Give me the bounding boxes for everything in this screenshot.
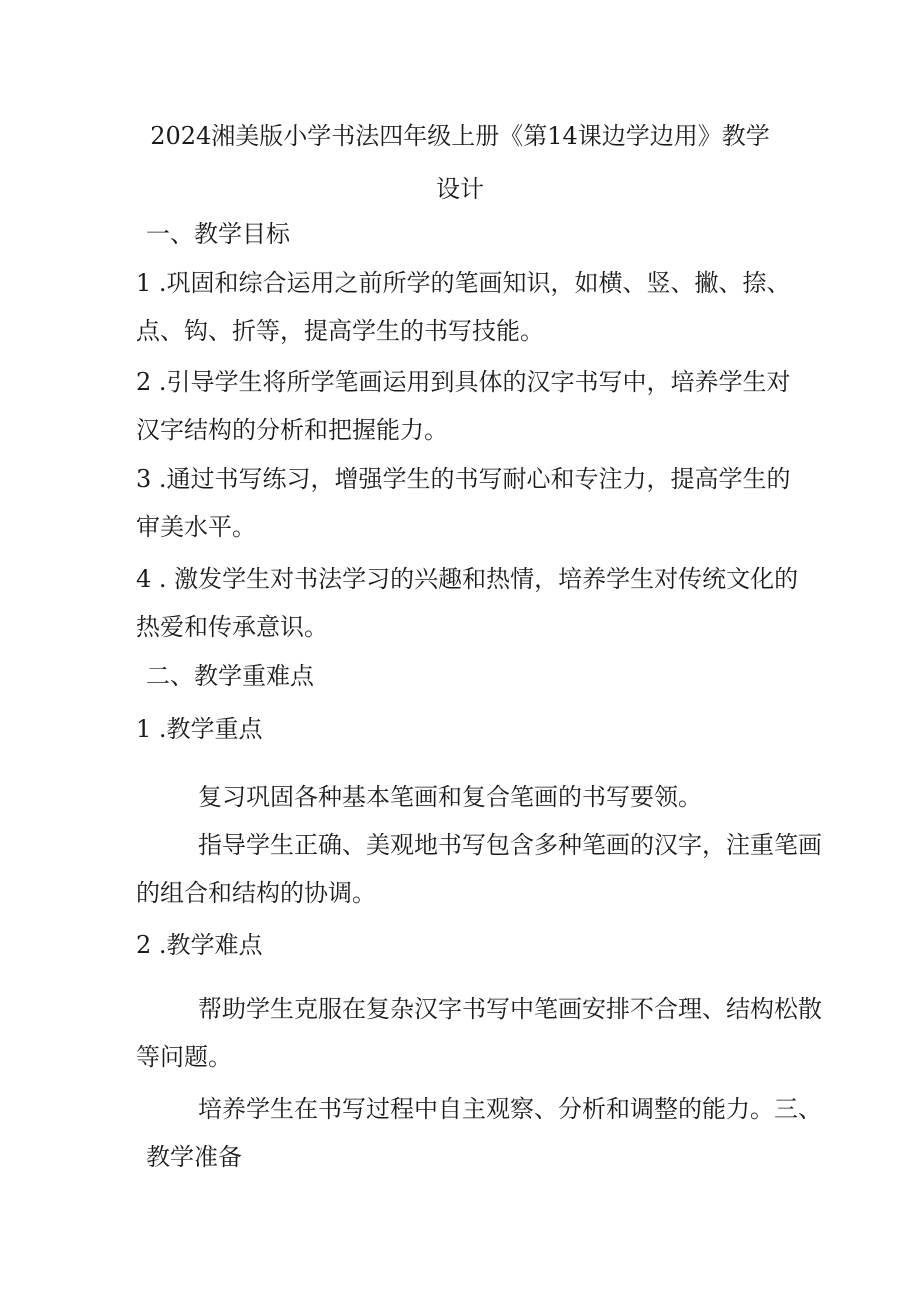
- goal-1-line-1: 1 .巩固和综合运用之前所学的笔画知识，如横、竖、撇、捺、: [136, 269, 791, 297]
- goal-3-line-2: 审美水平。: [136, 513, 256, 541]
- goal-4-line-2: 热爱和传承意识。: [136, 613, 328, 641]
- goal-2-line-1: 2 .引导学生将所学笔画运用到具体的汉字书写中，培养学生对: [136, 368, 791, 396]
- difficult-points-heading: 2 .教学难点: [136, 931, 263, 959]
- difficult-points-paragraph-2-line-2: 教学准备: [146, 1143, 242, 1171]
- difficult-points-paragraph-1-line-2: 等问题。: [136, 1043, 232, 1071]
- key-points-paragraph-2-line-1: 指导学生正确、美观地书写包含多种笔画的汉字，注重笔画: [198, 831, 822, 859]
- goal-1-line-2: 点、钩、折等，提高学生的书写技能。: [136, 317, 544, 345]
- goal-4-line-1: 4 . 激发学生对书法学习的兴趣和热情，培养学生对传统文化的: [136, 565, 799, 593]
- difficult-points-paragraph-2-line-1: 培养学生在书写过程中自主观察、分析和调整的能力。三、: [198, 1095, 822, 1123]
- key-points-paragraph-1: 复习巩固各种基本笔画和复合笔画的书写要领。: [198, 783, 702, 811]
- document-title-line-1: 2024湘美版小学书法四年级上册《第14课边学边用》教学: [150, 122, 770, 150]
- section-heading-key-difficult: 二、教学重难点: [146, 662, 314, 690]
- document-title-line-2: 设计: [436, 175, 484, 203]
- key-points-heading: 1 .教学重点: [136, 715, 263, 743]
- section-heading-goals: 一、教学目标: [146, 220, 290, 248]
- key-points-paragraph-2-line-2: 的组合和结构的协调。: [136, 879, 376, 907]
- goal-2-line-2: 汉字结构的分析和把握能力。: [136, 416, 448, 444]
- goal-3-line-1: 3 .通过书写练习，增强学生的书写耐心和专注力，提高学生的: [136, 465, 791, 493]
- difficult-points-paragraph-1-line-1: 帮助学生克服在复杂汉字书写中笔画安排不合理、结构松散: [198, 995, 822, 1023]
